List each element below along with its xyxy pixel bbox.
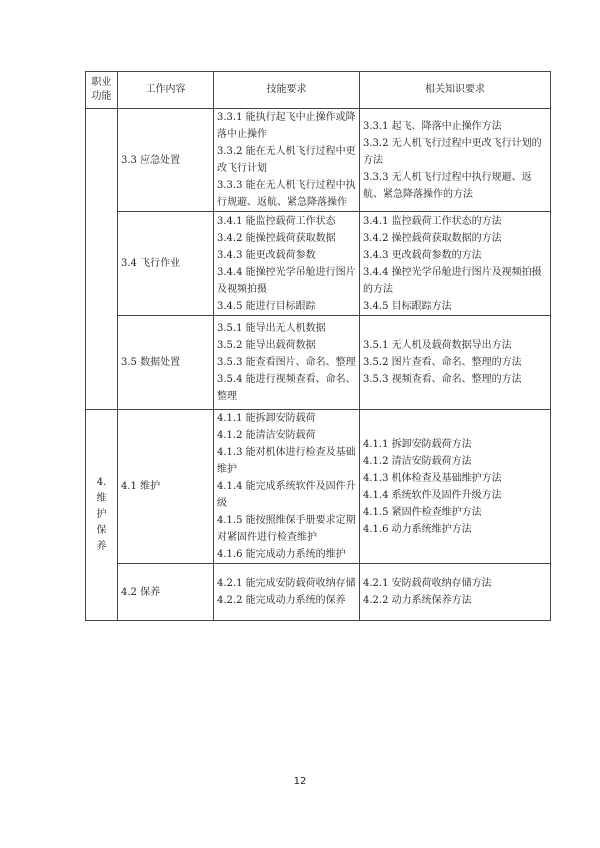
list-item: 4.1.6 能完成动力系统的维护 (217, 549, 346, 560)
table-row (86, 564, 551, 621)
work-cell: 3.5 数据处置 (118, 316, 214, 410)
list-item: 3.3.1 能执行起飞中止操作或降落中止操作 (217, 112, 356, 140)
list-item: 3.3.1 起飞、降落中止操作方法 (363, 120, 502, 132)
list-item: 3.4.2 操控载荷获取数据的方法 (363, 232, 502, 244)
list-item: 4.2.2 动力系统保养方法 (363, 595, 472, 606)
table-row (86, 212, 551, 316)
list-item: 3.4.5 能进行目标跟踪 (217, 300, 316, 312)
list-item: 4.1.1 拆卸安防载荷方法 (363, 438, 472, 450)
skills-list (217, 410, 356, 563)
work-cell: 4.1 维护 (118, 410, 214, 564)
list-item: 4.2.1 安防载荷收纳存储方法 (363, 578, 492, 589)
skills-list (217, 575, 356, 609)
list-item: 4.1.2 能清洁安防载荷 (217, 430, 316, 441)
skills-cell (214, 564, 360, 621)
list-item: 3.4.4 操控光学吊舱进行图片及视频拍摄的方法 (363, 266, 542, 295)
list-item: 3.5.2 能导出载荷数据 (217, 340, 316, 351)
header-work: 工作内容 (118, 72, 214, 109)
table-row (86, 410, 551, 564)
knowledge-list (363, 337, 547, 388)
table-row (86, 109, 551, 212)
list-item: 3.5.4 能进行视频查看、命名、整理 (217, 374, 356, 402)
skills-list (217, 320, 356, 405)
list-item: 3.5.1 无人机及载荷数据导出方法 (363, 340, 512, 351)
list-item: 3.3.2 能在无人机飞行过程中更改飞行计划 (217, 146, 356, 174)
list-item: 3.4.4 能操控光学吊舱进行图片及视频拍摄 (217, 266, 356, 295)
function-cell (86, 109, 118, 410)
header-knowledge: 相关知识要求 (360, 72, 551, 109)
list-item: 4.2.1 能完成安防载荷收纳存储 (217, 578, 356, 589)
header-skills: 技能要求 (214, 72, 360, 109)
knowledge-cell (360, 212, 551, 316)
skills-cell (214, 109, 360, 212)
list-item: 3.3.3 能在无人机飞行过程中执行规避、返航、紧急降落操作 (217, 180, 356, 208)
list-item: 4.1.5 能按照维保手册要求定期对紧固件进行检查维护 (217, 515, 356, 543)
list-item: 3.5.3 视频查看、命名、整理的方法 (363, 374, 522, 385)
work-cell: 3.3 应急处置 (118, 109, 214, 212)
list-item: 3.4.1 能监控载荷工作状态 (217, 215, 336, 227)
list-item: 4.1.2 清洁安防载荷方法 (363, 455, 472, 467)
table-row (86, 316, 551, 410)
knowledge-cell (360, 109, 551, 212)
knowledge-list (363, 118, 547, 203)
list-item: 3.4.3 更改载荷参数的方法 (363, 249, 482, 261)
table-header-row (86, 72, 551, 109)
list-item: 3.4.1 监控载荷工作状态的方法 (363, 215, 502, 227)
knowledge-cell (360, 564, 551, 621)
list-item: 4.1.3 能对机体进行检查及基础维护 (217, 447, 356, 475)
knowledge-list (363, 575, 547, 609)
list-item: 4.1.3 机体检查及基础维护方法 (363, 472, 502, 484)
list-item: 4.2.2 能完成动力系统的保养 (217, 595, 346, 606)
list-item: 3.5.3 能查看图片、命名、整理 (217, 357, 356, 368)
list-item: 4.1.1 能拆卸安防载荷 (217, 413, 316, 424)
list-item: 4.1.5 紧固件检查维护方法 (363, 506, 482, 518)
list-item: 3.3.2 无人机飞行过程中更改飞行计划的方法 (363, 137, 542, 166)
skills-cell (214, 212, 360, 316)
skills-requirements-table (85, 71, 551, 621)
skills-cell (214, 316, 360, 410)
knowledge-list (363, 436, 547, 538)
list-item: 3.3.3 无人机飞行过程中执行规避、返航、紧急降落操作的方法 (363, 171, 532, 200)
list-item: 3.4.3 能更改载荷参数 (217, 249, 316, 261)
knowledge-cell (360, 316, 551, 410)
list-item: 4.1.6 动力系统维护方法 (363, 523, 472, 535)
function-cell: 4.维护保养 (86, 410, 118, 621)
skills-list (217, 213, 356, 315)
knowledge-list (363, 213, 547, 315)
work-cell: 3.4 飞行作业 (118, 212, 214, 316)
list-item: 4.1.4 系统软件及固件升级方法 (363, 489, 502, 501)
list-item: 3.5.1 能导出无人机数据 (217, 323, 326, 334)
skills-cell (214, 410, 360, 564)
list-item: 3.5.2 图片查看、命名、整理的方法 (363, 357, 522, 368)
work-cell: 4.2 保养 (118, 564, 214, 621)
knowledge-cell (360, 410, 551, 564)
page-number: 12 (293, 776, 307, 787)
skills-list (217, 109, 356, 211)
list-item: 4.1.4 能完成系统软件及固件升级 (217, 481, 356, 509)
list-item: 3.4.5 目标跟踪方法 (363, 300, 452, 312)
list-item: 3.4.2 能操控载荷获取数据 (217, 232, 336, 244)
header-function: 职业功能 (86, 72, 118, 109)
